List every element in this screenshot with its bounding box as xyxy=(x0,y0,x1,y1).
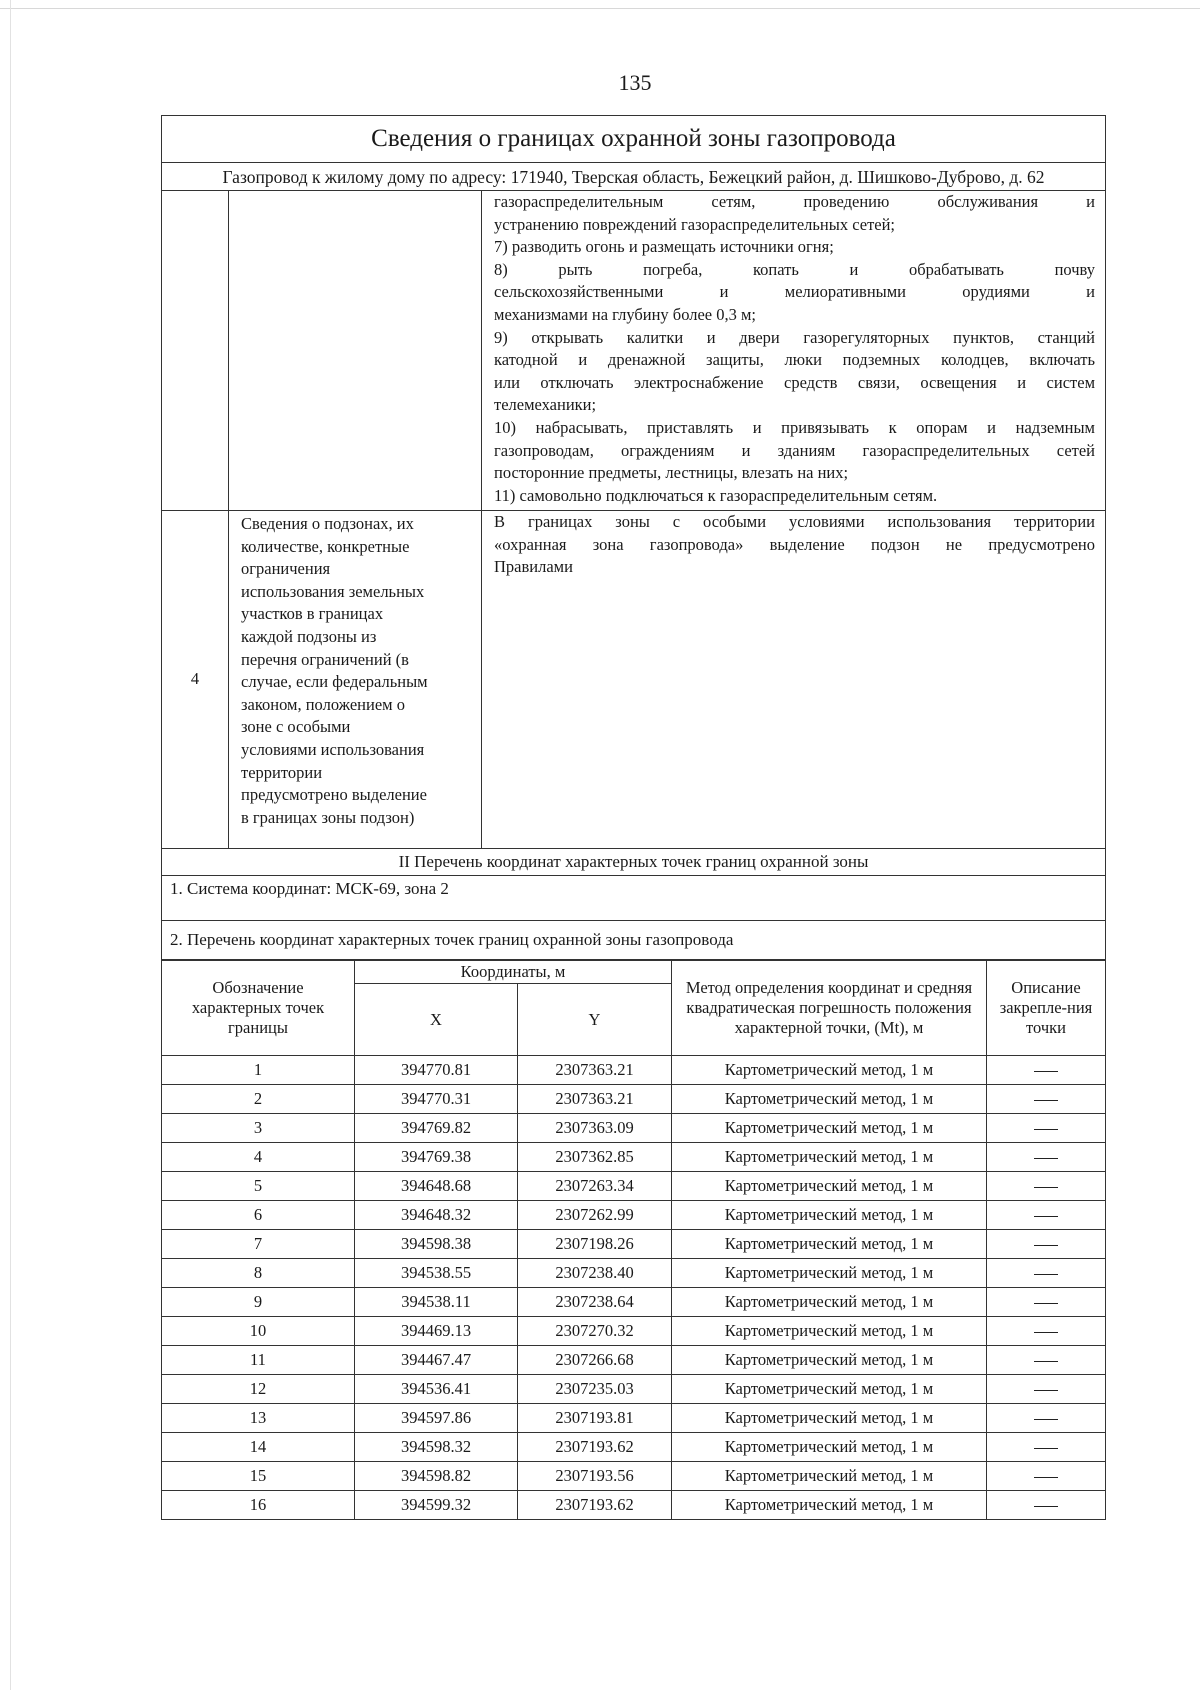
point-number: 2 xyxy=(162,1085,355,1114)
method: Картометрический метод, 1 м xyxy=(672,1230,987,1259)
method: Картометрический метод, 1 м xyxy=(672,1317,987,1346)
header-y: Y xyxy=(518,984,672,1056)
continuation-text-line: телемеханики; xyxy=(494,395,597,415)
continuation-text-line: устранению повреждений газораспределительных сетей; xyxy=(494,214,896,234)
coordinate-x: 394538.55 xyxy=(355,1259,518,1288)
coordinate-x: 394599.32 xyxy=(355,1491,518,1520)
coordinate-row xyxy=(162,1346,1106,1375)
document-title: Сведения о границах охранной зоны газопровода xyxy=(162,116,1106,163)
row4-name-line: Сведения о подзонах, их xyxy=(241,514,414,533)
method: Картометрический метод, 1 м xyxy=(672,1462,987,1491)
coordinate-x: 394538.11 xyxy=(355,1288,518,1317)
dash-mark xyxy=(1034,1390,1058,1391)
method: Картометрический метод, 1 м xyxy=(672,1259,987,1288)
method: Картометрический метод, 1 м xyxy=(672,1346,987,1375)
coordinates-table xyxy=(161,960,1106,1520)
coordinate-x: 394598.38 xyxy=(355,1230,518,1259)
continuation-text-line: газораспределительным сетям, проведению обслуживания и xyxy=(494,192,1096,211)
coordinate-y: 2307362.85 xyxy=(518,1143,672,1172)
coordinate-row xyxy=(162,1143,1106,1172)
row4-name-line: количестве, конкретные xyxy=(241,536,410,556)
coordinate-row xyxy=(162,1201,1106,1230)
coordinate-y: 2307363.09 xyxy=(518,1114,672,1143)
coordinate-y: 2307193.62 xyxy=(518,1433,672,1462)
document-subtitle: Газопровод к жилому дому по адресу: 171940, Тверская область, Бежецкий район, д. Шишково-Дуброво, д. 62 xyxy=(162,163,1106,191)
description-cell xyxy=(987,1085,1106,1114)
coordinate-row xyxy=(162,1259,1106,1288)
coordinate-x: 394648.68 xyxy=(355,1172,518,1201)
row4-value-line: Правилами xyxy=(494,557,573,577)
dash-mark xyxy=(1034,1477,1058,1478)
description-cell xyxy=(987,1201,1106,1230)
point-number: 15 xyxy=(162,1462,355,1491)
coordinate-y: 2307193.56 xyxy=(518,1462,672,1491)
continuation-name-cell xyxy=(229,191,482,511)
continuation-text-line: 10) набрасывать, приставлять и привязывать к опорам и надземным xyxy=(494,417,1096,437)
row4-name-cell xyxy=(229,511,482,849)
method: Картометрический метод, 1 м xyxy=(672,1056,987,1085)
dash-mark xyxy=(1034,1216,1058,1217)
row4-name-line: в границах зоны подзон) xyxy=(241,807,415,827)
coordinate-y: 2307363.21 xyxy=(518,1085,672,1114)
dash-mark xyxy=(1034,1100,1058,1101)
continuation-text-line: 9) открывать калитки и двери газорегуляторных пунктов, станций xyxy=(494,327,1096,347)
coordinate-x: 394597.86 xyxy=(355,1404,518,1433)
row4-name-lines xyxy=(241,513,473,829)
description-cell xyxy=(987,1317,1106,1346)
coordinate-x: 394469.13 xyxy=(355,1317,518,1346)
dash-mark xyxy=(1034,1361,1058,1362)
dash-mark xyxy=(1034,1274,1058,1275)
coordinate-y: 2307266.68 xyxy=(518,1346,672,1375)
coordinate-row xyxy=(162,1317,1106,1346)
description-cell xyxy=(987,1491,1106,1520)
coordinate-x: 394770.31 xyxy=(355,1085,518,1114)
point-number: 9 xyxy=(162,1288,355,1317)
dash-mark xyxy=(1034,1129,1058,1130)
row4-name-line: ограничения xyxy=(241,559,331,579)
coord-list-title: 2. Перечень координат характерных точек границ охранной зоны газопровода xyxy=(162,921,1106,960)
continuation-text-line: или отключать электроснабжение средств связи, освещения и систем xyxy=(494,372,1096,392)
continuation-text-line: 11) самовольно подключаться к газораспределительным сетям. xyxy=(494,485,938,505)
coordinate-row xyxy=(162,1114,1106,1143)
header-method-text: Метод определения координат и средняя квадратическая погрешность положения характерной точки, (Mt), м xyxy=(685,978,973,1037)
scan-edge-top xyxy=(0,8,1200,9)
row4-number: 4 xyxy=(162,511,229,849)
coordinate-x: 394769.82 xyxy=(355,1114,518,1143)
method: Картометрический метод, 1 м xyxy=(672,1433,987,1462)
method: Картометрический метод, 1 м xyxy=(672,1288,987,1317)
point-number: 4 xyxy=(162,1143,355,1172)
dash-mark xyxy=(1034,1071,1058,1072)
document xyxy=(161,115,1105,1520)
continuation-num-cell xyxy=(162,191,229,511)
row4-name-line: каждой подзоны из xyxy=(241,626,377,646)
coordinate-x: 394598.82 xyxy=(355,1462,518,1491)
row4-name-line: перечня ограничений (в xyxy=(241,649,409,669)
coordinate-row xyxy=(162,1230,1106,1259)
dash-mark xyxy=(1034,1245,1058,1246)
point-number: 10 xyxy=(162,1317,355,1346)
row4-name-line: территории xyxy=(241,762,323,782)
header-method xyxy=(672,961,987,1056)
description-cell xyxy=(987,1056,1106,1085)
continuation-text-line: газопроводам, ограждениям и зданиям газораспределительных сетей xyxy=(494,440,1096,460)
coordinate-y: 2307270.32 xyxy=(518,1317,672,1346)
description-cell xyxy=(987,1346,1106,1375)
dash-mark xyxy=(1034,1419,1058,1420)
coordinate-x: 394467.47 xyxy=(355,1346,518,1375)
coordinate-x: 394536.41 xyxy=(355,1375,518,1404)
row4-name-line: условиями использования xyxy=(241,739,425,759)
method: Картометрический метод, 1 м xyxy=(672,1375,987,1404)
coordinate-x: 394769.38 xyxy=(355,1143,518,1172)
header-description: Описание закрепле-ния точки xyxy=(987,961,1106,1056)
coordinate-x: 394770.81 xyxy=(355,1056,518,1085)
row4-value-line: «охранная зона газопровода» выделение подзон не предусмотрено xyxy=(494,534,1096,554)
description-cell xyxy=(987,1143,1106,1172)
page-number: 135 xyxy=(618,70,652,95)
section2-title: II Перечень координат характерных точек границ охранной зоны xyxy=(162,849,1106,876)
continuation-lines xyxy=(494,191,1095,507)
point-number: 16 xyxy=(162,1491,355,1520)
row4-value-cell xyxy=(482,511,1106,849)
row4-name-line: зоне с особыми xyxy=(241,717,351,737)
coordinate-row xyxy=(162,1491,1106,1520)
description-cell xyxy=(987,1462,1106,1491)
description-cell xyxy=(987,1404,1106,1433)
info-table xyxy=(161,115,1106,960)
description-cell xyxy=(987,1114,1106,1143)
method: Картометрический метод, 1 м xyxy=(672,1143,987,1172)
coordinate-y: 2307263.34 xyxy=(518,1172,672,1201)
method: Картометрический метод, 1 м xyxy=(672,1201,987,1230)
continuation-text-line: механизмами на глубину более 0,3 м; xyxy=(494,304,757,324)
point-number: 12 xyxy=(162,1375,355,1404)
method: Картометрический метод, 1 м xyxy=(672,1085,987,1114)
coordinate-y: 2307193.62 xyxy=(518,1491,672,1520)
continuation-text-line: сельскохозяйственными и мелиоративными орудиями и xyxy=(494,282,1096,302)
coordinate-row xyxy=(162,1404,1106,1433)
point-number: 8 xyxy=(162,1259,355,1288)
coordinate-row xyxy=(162,1375,1106,1404)
continuation-text-line: 8) рыть погреба, копать и обрабатывать почву xyxy=(494,259,1096,279)
dash-mark xyxy=(1034,1332,1058,1333)
continuation-text-line: посторонние предметы, лестницы, влезать на них; xyxy=(494,463,849,483)
coordinate-row xyxy=(162,1085,1106,1114)
coord-system: 1. Система координат: МСК-69, зона 2 xyxy=(162,876,1106,921)
coordinate-y: 2307363.21 xyxy=(518,1056,672,1085)
coordinate-row xyxy=(162,1462,1106,1491)
coordinate-x: 394648.32 xyxy=(355,1201,518,1230)
dash-mark xyxy=(1034,1448,1058,1449)
coordinate-y: 2307193.81 xyxy=(518,1404,672,1433)
header-x: X xyxy=(355,984,518,1056)
row4-name-line: законом, положением о xyxy=(241,694,405,714)
row4-name-line: использования земельных xyxy=(241,581,425,601)
dash-mark xyxy=(1034,1158,1058,1159)
method: Картометрический метод, 1 м xyxy=(672,1114,987,1143)
continuation-text-cell xyxy=(482,191,1106,511)
coordinate-y: 2307238.40 xyxy=(518,1259,672,1288)
description-cell xyxy=(987,1433,1106,1462)
coordinate-y: 2307262.99 xyxy=(518,1201,672,1230)
description-cell xyxy=(987,1288,1106,1317)
continuation-text-line: 7) разводить огонь и размещать источники огня; xyxy=(494,237,834,257)
header-coordinates: Координаты, м xyxy=(355,961,672,984)
row4-value-line: В границах зоны с особыми условиями использования территории xyxy=(494,512,1096,531)
row4-name-line: участков в границах xyxy=(241,604,384,624)
point-number: 7 xyxy=(162,1230,355,1259)
coordinates-body xyxy=(162,1056,1106,1520)
method: Картометрический метод, 1 м xyxy=(672,1404,987,1433)
method: Картометрический метод, 1 м xyxy=(672,1172,987,1201)
point-number: 14 xyxy=(162,1433,355,1462)
coordinate-y: 2307198.26 xyxy=(518,1230,672,1259)
coordinate-y: 2307235.03 xyxy=(518,1375,672,1404)
point-number: 6 xyxy=(162,1201,355,1230)
point-number: 1 xyxy=(162,1056,355,1085)
header-point: Обозначение характерных точек границы xyxy=(162,961,355,1056)
point-number: 13 xyxy=(162,1404,355,1433)
description-cell xyxy=(987,1172,1106,1201)
row4-value-lines xyxy=(494,511,1095,579)
description-cell xyxy=(987,1259,1106,1288)
coordinate-row xyxy=(162,1056,1106,1085)
dash-mark xyxy=(1034,1303,1058,1304)
coordinate-y: 2307238.64 xyxy=(518,1288,672,1317)
dash-mark xyxy=(1034,1187,1058,1188)
description-cell xyxy=(987,1230,1106,1259)
continuation-text-line: катодной и дренажной защиты, люки подземных колодцев, включать xyxy=(494,350,1096,370)
point-number: 11 xyxy=(162,1346,355,1375)
coordinate-row xyxy=(162,1172,1106,1201)
coordinate-row xyxy=(162,1288,1106,1317)
row4-name-line: случае, если федеральным xyxy=(241,672,428,692)
dash-mark xyxy=(1034,1506,1058,1507)
coordinate-x: 394598.32 xyxy=(355,1433,518,1462)
row4-name-line: предусмотрено выделение xyxy=(241,785,427,805)
point-number: 3 xyxy=(162,1114,355,1143)
scan-edge-left xyxy=(10,0,11,1690)
coordinate-row xyxy=(162,1433,1106,1462)
point-number: 5 xyxy=(162,1172,355,1201)
method: Картометрический метод, 1 м xyxy=(672,1491,987,1520)
description-cell xyxy=(987,1375,1106,1404)
